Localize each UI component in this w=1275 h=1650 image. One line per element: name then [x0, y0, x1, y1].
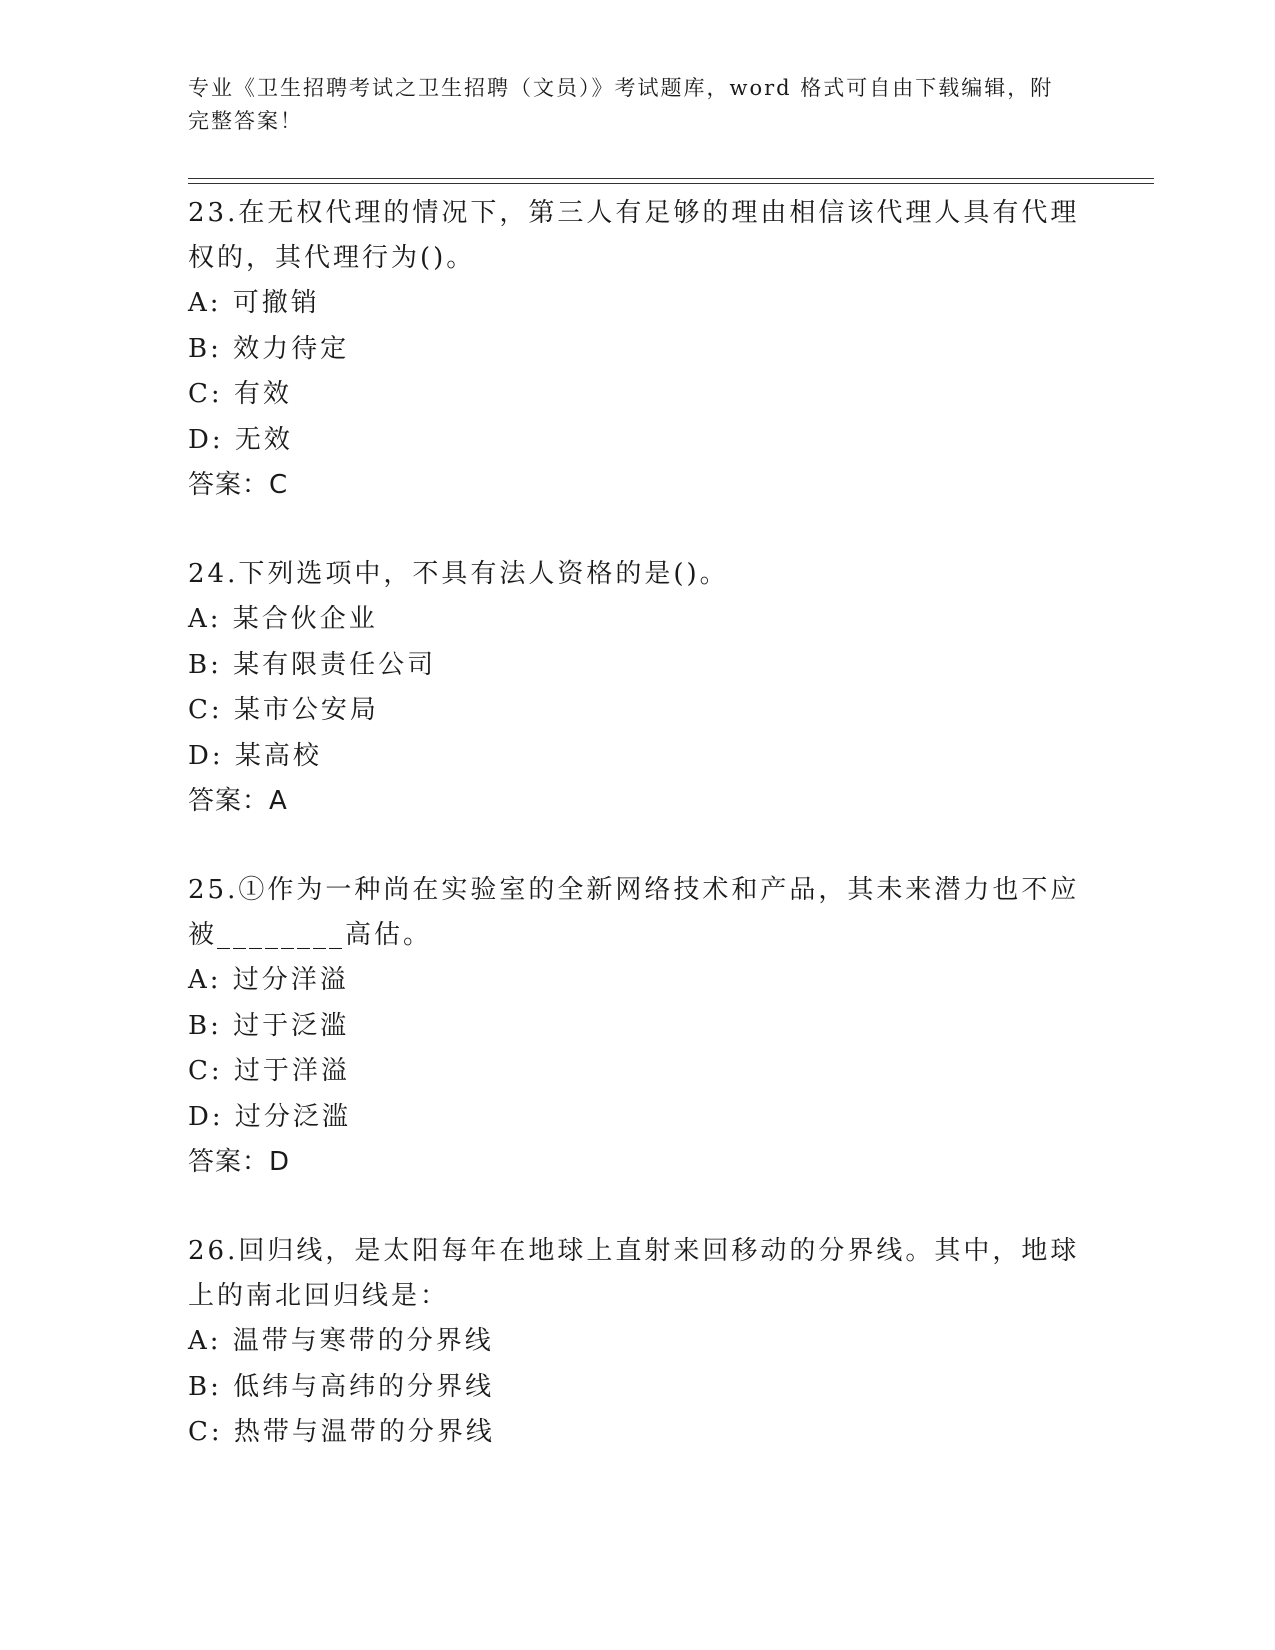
question-26 — [188, 1229, 1088, 1456]
header-divider-top — [188, 178, 1154, 179]
option-a: A: 温带与寒带的分界线 — [188, 1326, 494, 1356]
question-24 — [188, 552, 1088, 824]
question-stem: 24.下列选项中，不具有法人资格的是()。 — [188, 559, 729, 589]
option-d: D: 无效 — [188, 424, 293, 455]
option-d: D: 某高校 — [188, 740, 322, 771]
question-list — [188, 191, 1088, 1500]
question-stem: 23.在无权代理的情况下，第三人有足够的理由相信该代理人具有代理权的，其代理行为()。 — [188, 198, 1080, 273]
option-a: A: 过分洋溢 — [188, 965, 349, 995]
option-c: C: 过于洋溢 — [188, 1056, 350, 1086]
option-c: C: 有效 — [188, 379, 292, 409]
question-23 — [188, 191, 1088, 508]
option-c: C: 热带与温带的分界线 — [188, 1417, 495, 1447]
option-b: B: 低纬与高纬的分界线 — [188, 1371, 495, 1402]
document-header: 专业《卫生招聘考试之卫生招聘（文员）》考试题库，word 格式可自由下载编辑，附完整答案！ — [188, 76, 1054, 133]
question-stem: 25.①作为一种尚在实验室的全新网络技术和产品，其未来潜力也不应被________高估。 — [188, 875, 1080, 950]
option-b: B: 效力待定 — [188, 333, 350, 364]
answer-line: 答案：D — [188, 1147, 291, 1177]
answer-line: 答案：A — [188, 786, 288, 816]
option-c: C: 某市公安局 — [188, 695, 379, 725]
question-25 — [188, 868, 1088, 1185]
question-stem: 26.回归线，是太阳每年在地球上直射来回移动的分界线。其中，地球上的南北回归线是： — [188, 1236, 1080, 1311]
answer-line: 答案：C — [188, 470, 289, 500]
option-a: A: 某合伙企业 — [188, 604, 378, 634]
option-d: D: 过分泛滥 — [188, 1101, 351, 1132]
option-a: A: 可撤销 — [188, 288, 320, 318]
option-b: B: 过于泛滥 — [188, 1010, 350, 1041]
header-divider-bottom — [188, 183, 1154, 184]
option-b: B: 某有限责任公司 — [188, 649, 437, 680]
